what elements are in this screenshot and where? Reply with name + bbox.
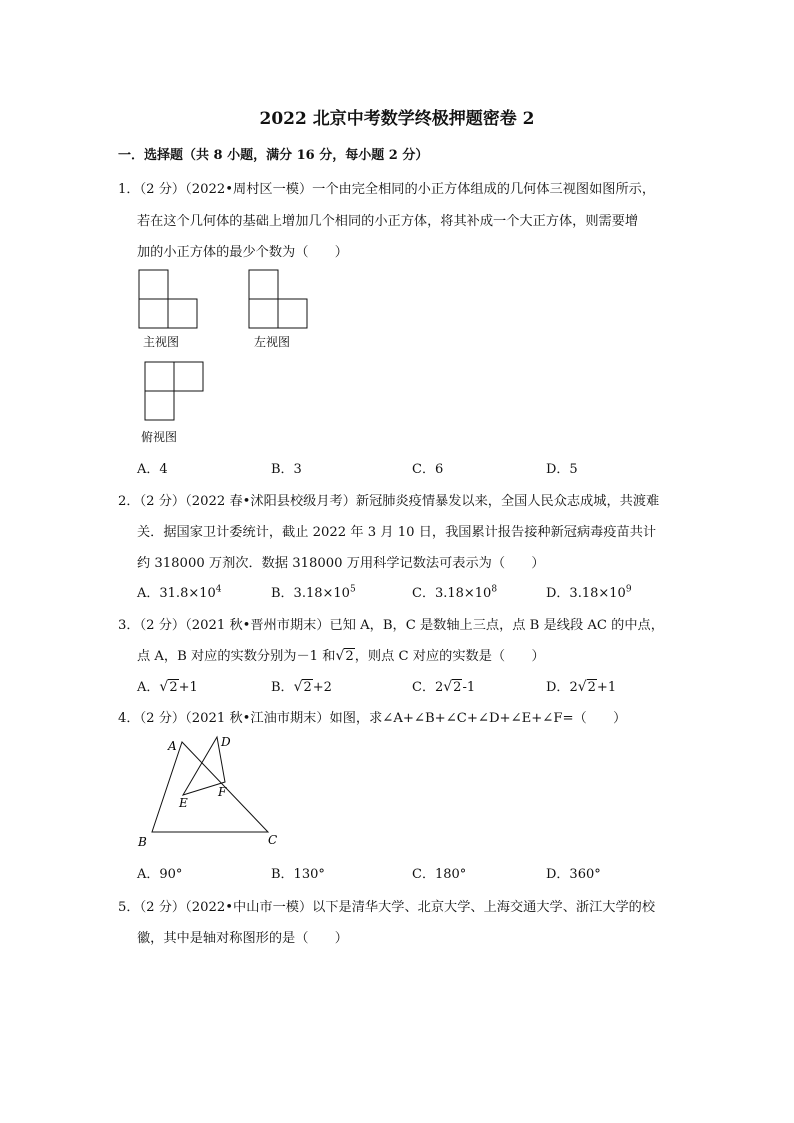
q5-line-2: 徽，其中是轴对称图形的是（ ） bbox=[137, 931, 348, 946]
q4-line-1: 4．（2 分）（2021 秋•江油市期末）如图，求∠A+∠B+∠C+∠D+∠E+∠F=（ ） bbox=[118, 711, 627, 726]
q1-option-c[interactable]: C．6 bbox=[412, 462, 444, 477]
q5-line-1: 5．（2 分）（2022•中山市一模）以下是清华大学、北京大学、上海交通大学、浙江大学的校 bbox=[118, 900, 656, 915]
q1-three-views-figure bbox=[130, 262, 330, 442]
q4-option-d[interactable]: D．360° bbox=[546, 867, 601, 882]
q4-option-a[interactable]: A．90° bbox=[137, 867, 183, 882]
q4-option-c[interactable]: C．180° bbox=[412, 867, 467, 882]
q2-option-a[interactable]: A．$31.8\times 10^4$ bbox=[137, 584, 222, 601]
q2-line-1: 2．（2 分）（2022 春•沭阳县校级月考）新冠肺炎疫情暴发以来，全国人民众志成城，共渡难 bbox=[118, 494, 660, 509]
q3-option-c[interactable]: C．2√2-1 bbox=[412, 679, 476, 695]
label-f: F bbox=[218, 785, 227, 799]
q4-triangle-figure bbox=[130, 732, 290, 854]
page-title: 2022 北京中考数学终极押题密卷 2 bbox=[259, 109, 535, 129]
label-d: D bbox=[221, 735, 231, 749]
front-view-squares bbox=[139, 270, 197, 328]
q3-line-2: 点 A，B 对应的实数分别为－1 和√2，则点 C 对应的实数是（ ） bbox=[137, 648, 545, 664]
label-e: E bbox=[179, 796, 188, 810]
q2-option-d[interactable]: D．$3.18\times 10^9$ bbox=[546, 584, 632, 601]
q2-line-2: 关．据国家卫计委统计，截止 2022 年 3 月 10 日，我国累计报告接种新冠病毒疫苗共计 bbox=[137, 525, 657, 540]
q1-line-1: 1．（2 分）（2022•周村区一模）一个由完全相同的小正方体组成的几何体三视图如图所示， bbox=[118, 182, 656, 197]
q3-option-d[interactable]: D．2√2+1 bbox=[546, 679, 617, 695]
label-c: C bbox=[268, 833, 278, 847]
q4-option-b[interactable]: B．130° bbox=[271, 867, 325, 882]
q1-option-d[interactable]: D．5 bbox=[546, 462, 578, 477]
q3-option-b[interactable]: B．√2+2 bbox=[271, 679, 332, 695]
q3-line-1: 3．（2 分）（2021 秋•晋州市期末）已知 A，B，C 是数轴上三点，点 B 是线段 AC 的中点， bbox=[118, 618, 664, 633]
sqrt-symbol: √2 bbox=[335, 648, 354, 664]
top-view-caption: 俯视图 bbox=[141, 430, 178, 444]
q1-option-b[interactable]: B．3 bbox=[271, 462, 302, 477]
left-view-caption: 左视图 bbox=[254, 335, 291, 349]
label-b: B bbox=[138, 835, 147, 849]
section-header: 一．选择题（共 8 小题，满分 16 分，每小题 2 分） bbox=[118, 148, 429, 163]
q2-option-c[interactable]: C．$3.18\times 10^8$ bbox=[412, 584, 498, 601]
front-view-caption: 主视图 bbox=[143, 335, 180, 349]
q1-line-3: 加的小正方体的最少个数为（ ） bbox=[137, 245, 348, 260]
top-view-squares bbox=[145, 362, 203, 420]
left-view-squares bbox=[249, 270, 307, 328]
q2-option-b[interactable]: B．$3.18\times 10^5$ bbox=[271, 584, 356, 601]
label-a: A bbox=[168, 739, 177, 753]
q2-line-3: 约 318000 万剂次．数据 318000 万用科学记数法可表示为（ ） bbox=[137, 556, 545, 571]
q1-line-2: 若在这个几何体的基础上增加几个相同的小正方体，将其补成一个大正方体，则需要增 bbox=[137, 214, 639, 229]
q1-option-a[interactable]: A．4 bbox=[137, 462, 168, 477]
q3-option-a[interactable]: A．√2+1 bbox=[137, 679, 198, 695]
